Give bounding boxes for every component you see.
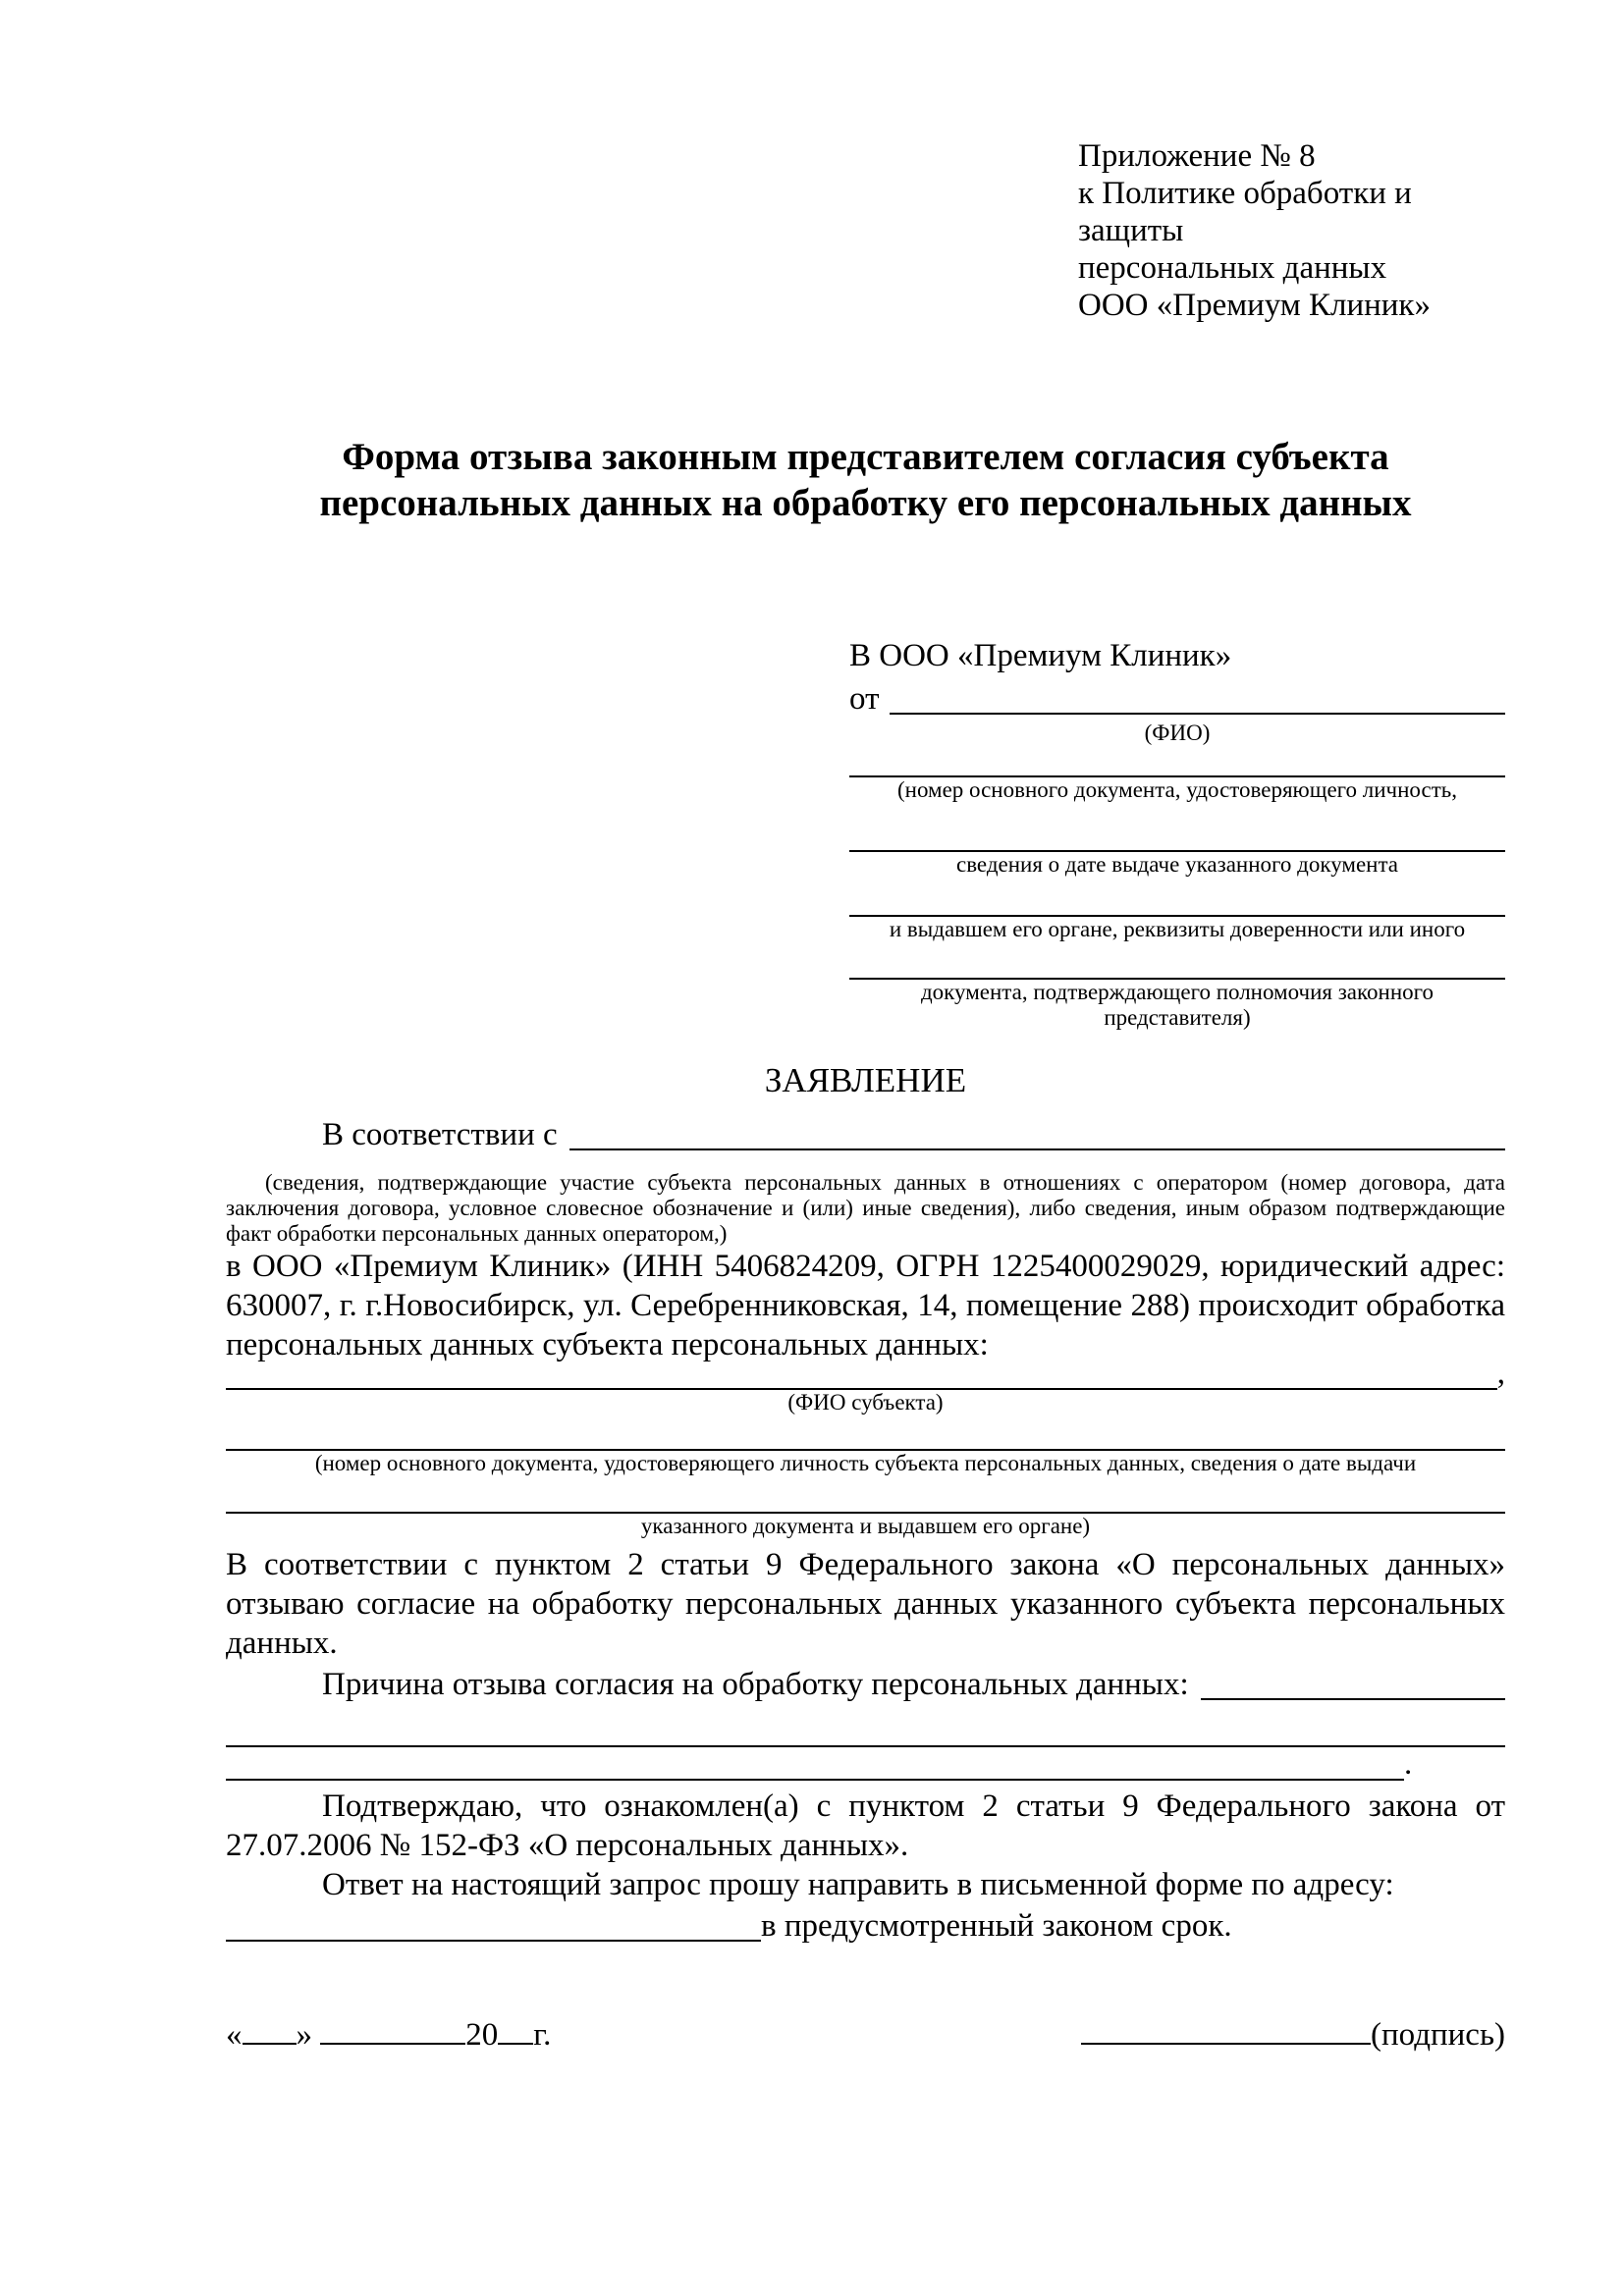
blank-line: [849, 803, 1505, 852]
appendix-line: к Политике обработки и защиты: [1078, 176, 1412, 248]
close-quote: »: [296, 2017, 312, 2053]
reply-tail-text: в предусмотренный законом срок.: [761, 1908, 1232, 1944]
signature-blank-line: [1081, 2010, 1371, 2045]
blank-line: [226, 1476, 1505, 1514]
appendix-line: ООО «Премиум Клиник»: [1078, 288, 1431, 323]
trailing-comma: ,: [1496, 1356, 1505, 1391]
from-label: от: [849, 681, 880, 717]
signature-field: [1081, 2010, 1505, 2056]
intro-row: [226, 1113, 1505, 1156]
year-blank: [498, 2010, 533, 2045]
reply-tail-row: [226, 1904, 1505, 1948]
document-title-line1: Форма отзыва законным представителем согласия субъекта: [342, 436, 1389, 478]
year-suffix: г.: [533, 2017, 552, 2053]
blank-line: [849, 878, 1505, 917]
subject-fio-row: [226, 1356, 1505, 1391]
line-caption: документа, подтверждающего полномочия законного представителя): [920, 980, 1434, 1030]
operator-paragraph: в ООО «Премиум Клиник» (ИНН 5406824209, ОГРН 1225400029029, юридический адрес: 630007, г. г.Новосибирск, ул. Серебренниковская, 14, помещение 288) происходит обработка персональных данных субъекта персональных данных:: [226, 1249, 1505, 1362]
year-prefix: 20: [465, 2017, 499, 2053]
reason-row: [226, 1663, 1505, 1706]
addressee-block: [849, 634, 1505, 1031]
date-field: [226, 2010, 551, 2056]
appendix-block: [1078, 137, 1505, 324]
document-title: [226, 434, 1505, 526]
line-caption: и выдавшем его органе, реквизиты доверенности или иного: [889, 917, 1466, 941]
confirm-paragraph: Подтверждаю, что ознакомлен(а) с пунктом 2 статьи 9 Федерального закона от 27.07.2006 № 152-ФЗ «О персональных данных».: [226, 1789, 1505, 1863]
blank-line: [226, 1706, 1505, 1747]
blank-line: [849, 746, 1505, 777]
from-row: [849, 677, 1505, 721]
open-quote: «: [226, 2017, 243, 2053]
line-caption: сведения о дате выдаче указанного документа: [955, 852, 1399, 877]
line-caption: (номер основного документа, удостоверяющего личность,: [896, 777, 1457, 802]
address-blank-line: [226, 1904, 761, 1942]
blank-line: [226, 1415, 1505, 1451]
reason-blank-line: [1201, 1663, 1505, 1700]
fio-blank-line: [890, 677, 1506, 715]
blank-line: [226, 1779, 1404, 1781]
intro-note: (сведения, подтверждающие участие субъекта персональных данных в отношениях с оператором (номер договора, дата заключения договора, условное словесное обозначение и (или) иные сведения), либо сведения, иным образом подтверждающие факт обработки персональных данных оператором,): [226, 1170, 1505, 1246]
document-title-line2: персональных данных на обработку его персональных данных: [319, 482, 1412, 524]
subject-doc-caption: указанного документа и выдавшем его органе): [640, 1514, 1091, 1538]
appendix-line: персональных данных: [1078, 250, 1387, 286]
month-blank: [320, 2010, 465, 2045]
fio-caption: (ФИО): [1144, 721, 1211, 745]
intro-blank-line: [569, 1113, 1505, 1150]
day-blank: [243, 2010, 297, 2045]
trailing-period: .: [1404, 1746, 1413, 1782]
appendix-line: Приложение № 8: [1078, 138, 1316, 174]
intro-label: В соответствии с: [322, 1117, 558, 1152]
reason-label: Причина отзыва согласия на обработку персональных данных:: [322, 1667, 1189, 1702]
blank-line: [849, 942, 1505, 980]
addressee-to: В ООО «Премиум Клиник»: [849, 638, 1232, 673]
subject-fio-caption: (ФИО субъекта): [787, 1390, 944, 1415]
withdraw-paragraph: В соответствии с пунктом 2 статьи 9 Федерального закона «О персональных данных» отзываю согласие на обработку персональных данных указанного субъекта персональных данных.: [226, 1547, 1505, 1661]
signature-caption: (подпись): [1371, 2017, 1505, 2053]
statement-heading: ЗАЯВЛЕНИЕ: [764, 1061, 967, 1099]
subject-doc-caption: (номер основного документа, удостоверяющего личность субъекта персональных данных, сведения о дате выдачи: [314, 1451, 1417, 1475]
footer: [226, 2010, 1505, 2056]
reply-paragraph: Ответ на настоящий запрос прошу направить в письменной форме по адресу:: [322, 1867, 1394, 1902]
reason-line2-row: [226, 1747, 1505, 1781]
